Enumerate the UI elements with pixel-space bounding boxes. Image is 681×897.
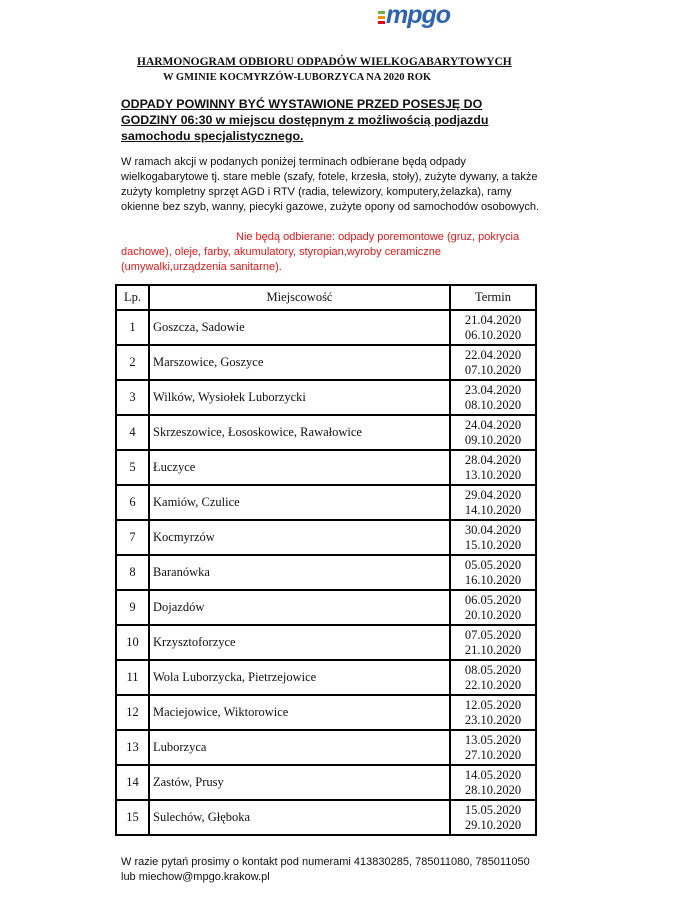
row-dates bbox=[450, 345, 536, 380]
row-place: Wola Luborzycka, Pietrzejowice bbox=[149, 660, 450, 695]
row-date-autumn: 15.10.2020 bbox=[464, 537, 522, 552]
contact-info: W razie pytań prosimy o kontakt pod numerami 413830285, 785011080, 785011050 lub miechow@mpgo.krakow.pl bbox=[121, 856, 530, 883]
row-number: 4 bbox=[116, 415, 149, 450]
row-dates bbox=[450, 485, 536, 520]
header-term: Termin bbox=[450, 285, 536, 310]
header-place: Miejscowość bbox=[149, 285, 450, 310]
row-dates bbox=[450, 625, 536, 660]
row-number: 5 bbox=[116, 450, 149, 485]
header-lp: Lp. bbox=[116, 285, 149, 310]
row-number: 2 bbox=[116, 345, 149, 380]
row-place: Dojazdów bbox=[149, 590, 450, 625]
row-number: 15 bbox=[116, 800, 149, 835]
row-number: 13 bbox=[116, 730, 149, 765]
row-dates bbox=[450, 555, 536, 590]
row-date-autumn: 27.10.2020 bbox=[464, 747, 522, 762]
row-date-autumn: 29.10.2020 bbox=[464, 817, 522, 832]
table-row bbox=[116, 800, 536, 835]
row-date-spring: 06.05.2020 bbox=[464, 592, 522, 607]
table-row bbox=[116, 695, 536, 730]
row-place: Krzysztoforzyce bbox=[149, 625, 450, 660]
table-row bbox=[116, 345, 536, 380]
row-date-autumn: 21.10.2020 bbox=[464, 642, 522, 657]
excluded-waste-warning: Nie będą odbierane: odpady poremontowe (gruz, pokrycia dachowe), oleje, farby, akumulatory, styropian,wyroby ceramiczne (umywalki,urządzenia sanitarne). bbox=[121, 231, 520, 273]
table-row bbox=[116, 730, 536, 765]
row-place: Skrzeszowice, Łososkowice, Rawałowice bbox=[149, 415, 450, 450]
row-date-autumn: 23.10.2020 bbox=[464, 712, 522, 727]
row-date-autumn: 06.10.2020 bbox=[464, 327, 522, 342]
row-date-spring: 24.04.2020 bbox=[464, 417, 522, 432]
row-date-autumn: 07.10.2020 bbox=[464, 362, 522, 377]
row-date-spring: 21.04.2020 bbox=[464, 312, 522, 327]
row-place: Luborzyca bbox=[149, 730, 450, 765]
logo-wordmark: mpgo bbox=[386, 1, 451, 29]
placement-notice: ODPADY POWINNY BYĆ WYSTAWIONE PRZED POSESJĘ DO GODZINY 06:30 w miejscu dostępnym z możliwością podjazdu samochodu specjalistycznego. bbox=[121, 97, 489, 143]
row-date-autumn: 16.10.2020 bbox=[464, 572, 522, 587]
row-dates bbox=[450, 660, 536, 695]
row-number: 8 bbox=[116, 555, 149, 590]
row-dates bbox=[450, 380, 536, 415]
table-row bbox=[116, 380, 536, 415]
table-row bbox=[116, 415, 536, 450]
row-number: 7 bbox=[116, 520, 149, 555]
row-number: 12 bbox=[116, 695, 149, 730]
table-row bbox=[116, 660, 536, 695]
row-number: 1 bbox=[116, 310, 149, 345]
row-dates bbox=[450, 800, 536, 835]
table-row bbox=[116, 485, 536, 520]
table-row bbox=[116, 520, 536, 555]
row-date-autumn: 20.10.2020 bbox=[464, 607, 522, 622]
document-title: HARMONOGRAM ODBIORU ODPADÓW WIELKOGABARYTOWYCH bbox=[137, 56, 512, 68]
table-header-row bbox=[116, 285, 536, 310]
row-date-spring: 13.05.2020 bbox=[464, 732, 522, 747]
row-place: Kocmyrzów bbox=[149, 520, 450, 555]
row-date-spring: 12.05.2020 bbox=[464, 697, 522, 712]
row-place: Sulechów, Głęboka bbox=[149, 800, 450, 835]
table-row bbox=[116, 310, 536, 345]
row-number: 3 bbox=[116, 380, 149, 415]
row-dates bbox=[450, 450, 536, 485]
row-date-spring: 05.05.2020 bbox=[464, 557, 522, 572]
row-dates bbox=[450, 310, 536, 345]
row-number: 14 bbox=[116, 765, 149, 800]
row-date-spring: 15.05.2020 bbox=[464, 802, 522, 817]
row-place: Baranówka bbox=[149, 555, 450, 590]
row-date-autumn: 13.10.2020 bbox=[464, 467, 522, 482]
table-row bbox=[116, 450, 536, 485]
row-dates bbox=[450, 590, 536, 625]
row-number: 9 bbox=[116, 590, 149, 625]
table-row bbox=[116, 555, 536, 590]
row-date-autumn: 09.10.2020 bbox=[464, 432, 522, 447]
row-dates bbox=[450, 520, 536, 555]
row-dates bbox=[450, 730, 536, 765]
mpgo-logo bbox=[378, 1, 464, 34]
row-place: Wilków, Wysiołek Luborzycki bbox=[149, 380, 450, 415]
row-place: Maciejowice, Wiktorowice bbox=[149, 695, 450, 730]
row-place: Kamiów, Czulice bbox=[149, 485, 450, 520]
row-date-autumn: 28.10.2020 bbox=[464, 782, 522, 797]
row-date-spring: 08.05.2020 bbox=[464, 662, 522, 677]
row-place: Marszowice, Goszyce bbox=[149, 345, 450, 380]
row-dates bbox=[450, 415, 536, 450]
row-date-spring: 28.04.2020 bbox=[464, 452, 522, 467]
row-date-spring: 07.05.2020 bbox=[464, 627, 522, 642]
row-date-autumn: 14.10.2020 bbox=[464, 502, 522, 517]
row-date-autumn: 22.10.2020 bbox=[464, 677, 522, 692]
row-dates bbox=[450, 695, 536, 730]
table-row bbox=[116, 625, 536, 660]
row-date-autumn: 08.10.2020 bbox=[464, 397, 522, 412]
document-subtitle: W GMINIE KOCMYRZÓW-LUBORZYCA NA 2020 ROK bbox=[163, 72, 432, 83]
schedule-table bbox=[115, 284, 537, 836]
row-date-spring: 22.04.2020 bbox=[464, 347, 522, 362]
row-number: 6 bbox=[116, 485, 149, 520]
row-date-spring: 29.04.2020 bbox=[464, 487, 522, 502]
row-number: 10 bbox=[116, 625, 149, 660]
row-dates bbox=[450, 765, 536, 800]
accepted-waste-info: W ramach akcji w podanych poniżej terminach odbierane będą odpady wielkogabarytowe tj. stare meble (szafy, fotele, krzesła, stoły), zużyte dywany, a także zużyty kompletny sprzęt AGD i RTV (radia, telewizory, komputery,żelazka), ramy okienne bez szyb, wanny, piecyki gazowe, zużyte opony od samochodów osobowych. bbox=[121, 156, 540, 213]
table-row bbox=[116, 590, 536, 625]
row-place: Goszcza, Sadowie bbox=[149, 310, 450, 345]
row-place: Łuczyce bbox=[149, 450, 450, 485]
row-date-spring: 30.04.2020 bbox=[464, 522, 522, 537]
row-date-spring: 23.04.2020 bbox=[464, 382, 522, 397]
table-row bbox=[116, 765, 536, 800]
row-date-spring: 14.05.2020 bbox=[464, 767, 522, 782]
row-number: 11 bbox=[116, 660, 149, 695]
row-place: Zastów, Prusy bbox=[149, 765, 450, 800]
